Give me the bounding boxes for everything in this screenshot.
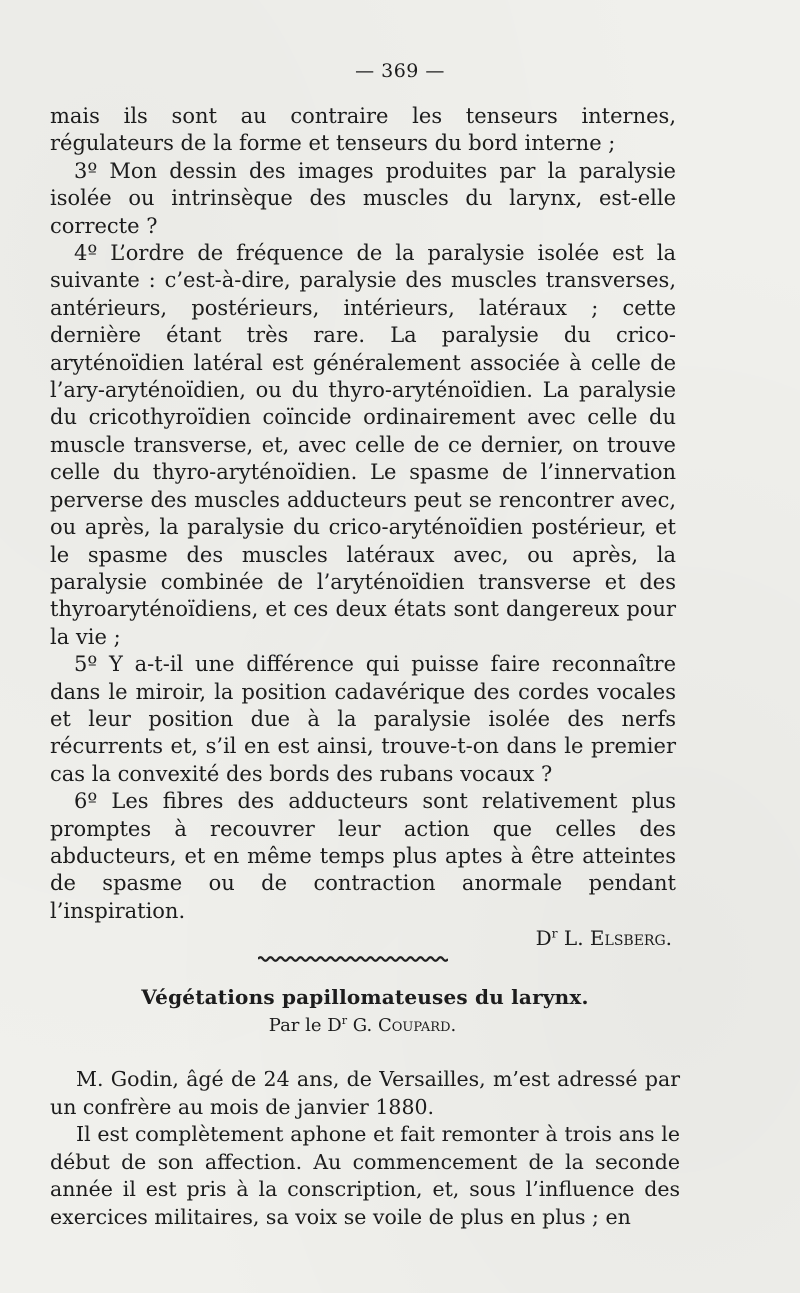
- signature-prefix-sup: r: [551, 925, 558, 941]
- paragraph-question-3: 3º Mon dessin des images produites par la paralysie isolée ou intrinsèque des muscles du larynx, est-elle correcte ?: [50, 158, 676, 238]
- paragraph-continuation: mais ils sont au contraire les tenseurs internes, régulateurs de la forme et tenseurs du bord interne ;: [50, 104, 676, 156]
- section-title: Végétations papillomateuses du larynx.: [141, 985, 589, 1009]
- paragraph-point-6: 6º Les fibres des adducteurs sont relativement plus promptes à recouvrer leur action que celles des abducteurs, et en même temps plus aptes à être atteintes de spasme ou de contraction anormale pendant l’inspiration.: [50, 789, 676, 923]
- page-number: — 369 —: [355, 60, 445, 82]
- byline-prefix-sup: r: [341, 1014, 348, 1027]
- paragraph-question-5: 5º Y a-t-il une différence qui puisse faire reconnaître dans le miroir, la position cadavérique des cordes vocales et leur position due à la paralysie isolée des nerfs récurrents et, s’il en est ainsi, trouve-t-on dans le premier cas la convexité des bords des rubans vocaux ?: [50, 652, 676, 786]
- author-signature: [50, 925, 676, 952]
- paragraph-point-4: 4º L’ordre de fréquence de la paralysie isolée est la suivante : c’est-à-dire, paralysie des muscles transverses, antérieurs, postérieurs, intérieurs, latéraux ; cette dernière étant très rare. La paralysie du crico-aryténoïdien latéral est généralement associée à celle de l’ary-aryténoïdien, ou du thyro-aryténoïdien. La paralysie du cricothyroïdien coïncide ordinairement avec celle du muscle transverse, et, avec celle de ce dernier, on trouve celle du thyro-aryténoïdien. Le spasme de l’innervation perverse des muscles adducteurs peut se rencontrer avec, ou après, la paralysie du crico-aryténoïdien postérieur, et le spasme des muscles latéraux avec, ou après, la paralysie combinée de l’aryténoïdien transverse et des thyroaryténoïdiens, et ces deux états sont dangereux pour la vie ;: [50, 241, 676, 649]
- case-paragraph-intro: M. Godin, âgé de 24 ans, de Versailles, m’est adressé par un confrère au mois de janvier 1880.: [50, 1067, 680, 1119]
- main-text-block: [50, 103, 676, 953]
- byline-prefix: Par le D: [268, 1015, 342, 1036]
- signature-prefix: D: [535, 926, 552, 951]
- case-text-block: [50, 1066, 680, 1232]
- case-paragraph-history: Il est complètement aphone et fait remonter à trois ans le début de son affection. Au commencement de la seconde année il est pris à la conscription, et, sous l’influence des exercices militaires, sa voix se voile de plus en plus ; en: [50, 1122, 680, 1229]
- signature-name: L. Elsberg.: [563, 926, 672, 951]
- byline-author: G. Coupard.: [352, 1015, 457, 1036]
- decorative-wavy-rule: [258, 955, 448, 963]
- section-byline: [0, 1015, 725, 1036]
